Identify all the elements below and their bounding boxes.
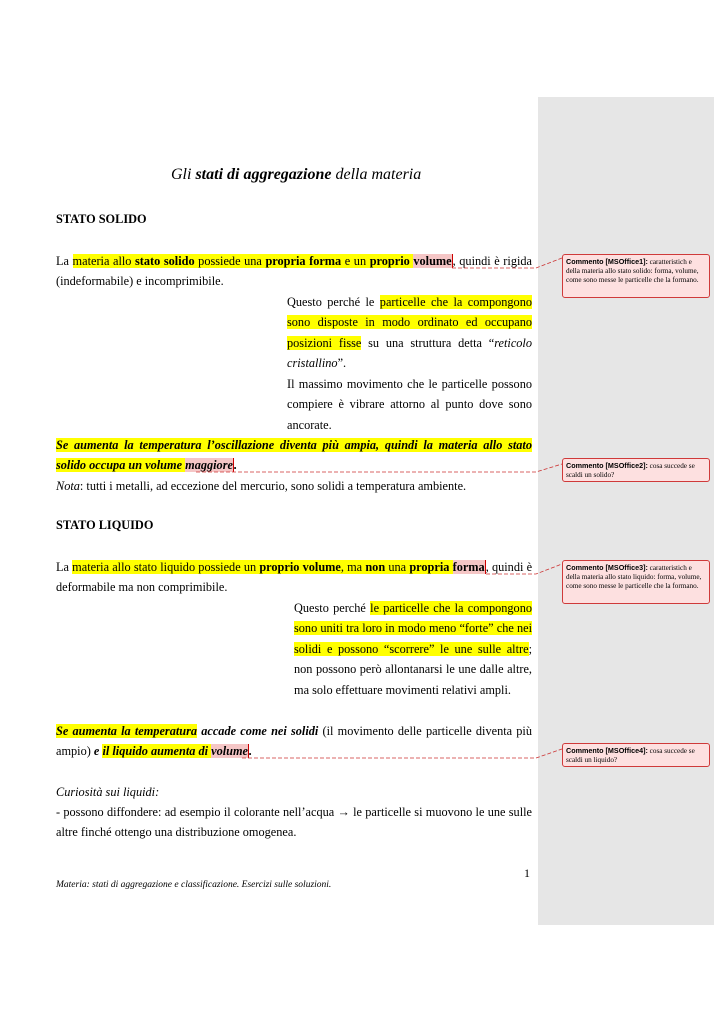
- comment-balloon-3[interactable]: [562, 560, 710, 604]
- paragraph-solid-particles[interactable]: [287, 292, 532, 374]
- page-footer: Materia: stati di aggregazione e classificazione. Esercizi sulle soluzioni.: [56, 880, 332, 890]
- highlight-bold-italic-run: il liquido aumenta di: [102, 744, 212, 759]
- bold-italic-run: accade come nei solidi: [197, 724, 319, 738]
- text-run: (il movimento delle particelle diventa più ampio): [56, 724, 532, 759]
- page-number: 1: [524, 866, 530, 880]
- note-label: Nota: [56, 479, 80, 493]
- comments-margin-pane: [538, 97, 714, 925]
- highlight-bold-run: proprio volume: [259, 560, 341, 574]
- comment-anchor-3[interactable]: forma: [452, 560, 485, 574]
- comment-anchor-4[interactable]: volume: [211, 744, 248, 759]
- highlight-bold-run: proprio: [369, 254, 410, 268]
- comment-text: cosa succede se scaldi un liquido?: [566, 747, 695, 764]
- comment-anchor-2[interactable]: maggiore: [185, 458, 233, 473]
- highlight-run: e un: [341, 254, 370, 268]
- heading-liquid: STATO LIQUIDO: [56, 518, 154, 532]
- highlight-run: una: [385, 560, 410, 574]
- paragraph-solid-note[interactable]: [56, 476, 532, 496]
- highlight-run: materia allo stato liquido possiede un: [72, 560, 260, 574]
- paragraph-liquid-intro[interactable]: [56, 557, 532, 598]
- highlight-bold-italic-run: Se aumenta la temperatura: [56, 724, 198, 738]
- text-run: ”.: [337, 356, 347, 371]
- comment-anchor-1[interactable]: volume: [413, 254, 452, 268]
- highlight-bold-run: stato solido: [135, 254, 195, 268]
- paragraph-solid-movement[interactable]: Il massimo movimento che le particelle possono compiere è vibrare attorno al punto dove sono ancorate.: [287, 377, 532, 432]
- highlight-run: le particelle che la compongono sono uniti tra loro in modo meno “forte” che nei solidi e possono “scorrere” le une sulle altre: [294, 601, 532, 656]
- comment-balloon-1[interactable]: [562, 254, 710, 298]
- paragraph-liquid-particles[interactable]: [294, 598, 532, 700]
- comment-label: Commento [MSOffice3]:: [566, 563, 648, 572]
- highlight-run: particelle che la compongono sono disposte in modo ordinato ed occupano posizioni fisse: [287, 295, 532, 350]
- highlight-run: , ma: [340, 560, 366, 574]
- comment-text: caratteristich e della materia allo stato solido: forma, volume, come sono messe le particelle che la formano.: [566, 258, 699, 284]
- comment-balloon-4[interactable]: [562, 743, 710, 767]
- text-run: su una struttura detta “: [361, 335, 495, 350]
- curiosita-title: Curiosità sui liquidi:: [56, 785, 160, 799]
- title-bold: stati di aggregazione: [195, 166, 332, 183]
- heading-solid: STATO SOLIDO: [56, 212, 147, 226]
- highlight-bold-run: propria: [409, 560, 450, 574]
- comment-label: Commento [MSOffice2]:: [566, 461, 648, 470]
- bold-italic-run: e: [93, 744, 103, 759]
- paragraph-liquid-temperature[interactable]: [56, 721, 532, 762]
- text-run: .: [249, 744, 253, 759]
- text-run: , quindi è deformabile ma non comprimibile.: [56, 560, 533, 595]
- italic-run: reticolo cristallino: [287, 335, 532, 371]
- comment-balloon-2[interactable]: [562, 458, 710, 482]
- text-run: , quindi è rigida (indeformabile) e incomprimibile.: [56, 254, 532, 289]
- paragraph-solid-intro[interactable]: [56, 251, 532, 292]
- curiosita-text[interactable]: - possono diffondere: ad esempio il colorante nell’acqua → le particelle si muovono le une sulle altre finché ottengo una distribuzione omogenea.: [56, 805, 532, 840]
- text-run: Questo perché le: [287, 295, 380, 309]
- text-run: La: [56, 560, 73, 574]
- note-text: : tutti i metalli, ad eccezione del mercurio, sono solidi a temperatura ambiente.: [79, 479, 467, 493]
- comment-text: cosa succede se scaldi un solido?: [566, 462, 695, 479]
- highlight-bold-run: non: [365, 560, 386, 574]
- comment-text: caratteristich e della materia allo stato liquido: forma, volume, come sono messe le particelle che la formano.: [566, 564, 702, 590]
- text-run: .: [233, 458, 238, 473]
- highlight-run: materia allo: [72, 254, 135, 268]
- text-run: La: [56, 254, 73, 268]
- title-suffix: della materia: [331, 166, 422, 183]
- text-run: Questo perché: [294, 601, 371, 615]
- title-prefix: Gli: [171, 166, 196, 183]
- text-run: ; non possono però allontanarsi le une dalle altre, ma solo effettuare movimenti relativi ampli.: [294, 641, 532, 697]
- highlight-bold-run: propria forma: [265, 254, 342, 268]
- highlight-run: possiede una: [194, 254, 266, 268]
- paragraph-solid-temperature[interactable]: [56, 435, 532, 476]
- page-title: [171, 166, 421, 184]
- comment-label: Commento [MSOffice4]:: [566, 746, 648, 755]
- comment-label: Commento [MSOffice1]:: [566, 257, 648, 266]
- highlight-run: Se aumenta la temperatura l’oscillazione diventa più ampia, quindi la materia allo stato solido occupa un volume: [56, 438, 532, 473]
